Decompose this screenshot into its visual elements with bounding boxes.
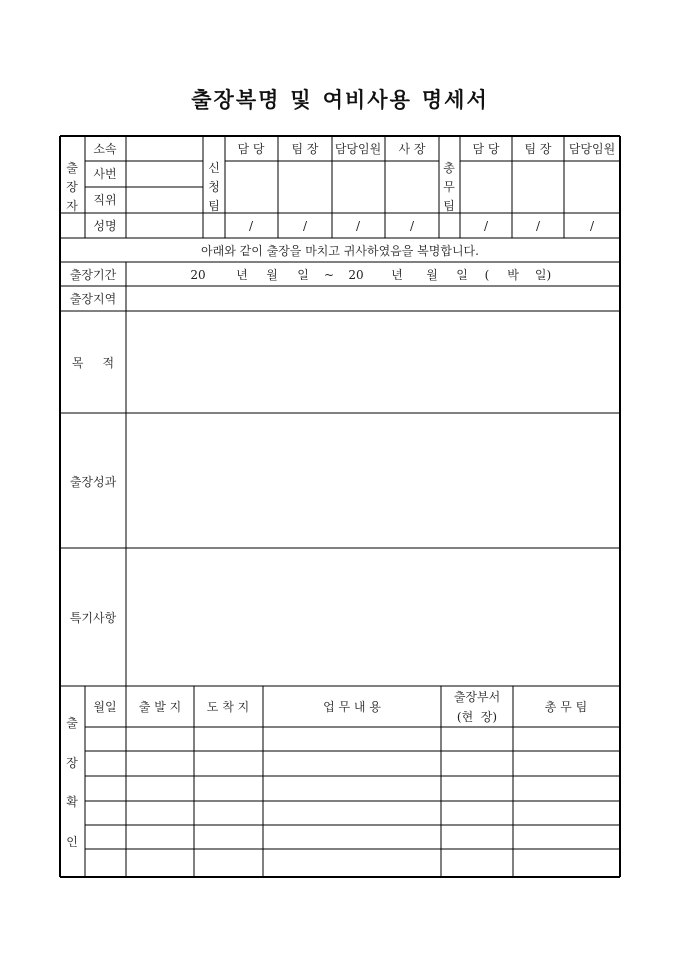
period-part: 일)	[534, 268, 552, 282]
approval-date-mark: /	[409, 219, 415, 233]
period-part: 20	[348, 268, 364, 282]
period-part: 년	[236, 268, 248, 282]
applicant-team-label: 신	[208, 161, 220, 175]
approval-role-header: 담 당	[472, 142, 500, 156]
traveler-group-label: 자	[66, 199, 78, 213]
title-part: 여비사용	[322, 87, 412, 112]
title-part: 및	[290, 87, 313, 112]
period-part: 월	[266, 268, 278, 282]
title-part: 출장복명	[191, 87, 281, 112]
approval-role-header: 팀 장	[524, 142, 552, 156]
confirmation-group-label: 장	[66, 756, 78, 770]
period-part: 20	[190, 268, 206, 282]
departure-column-header: 출 발 지	[138, 700, 182, 714]
period-part: (	[484, 268, 490, 282]
ga-team-column-header: 총 무 팀	[544, 700, 588, 714]
traveler-group-label: 장	[66, 180, 78, 194]
approval-role-header: 팀 장	[291, 142, 319, 156]
period-part: 일	[297, 268, 309, 282]
period-label: 출장기간	[69, 268, 117, 282]
arrival-column-header: 도 착 지	[206, 700, 250, 714]
affiliation-label: 소속	[93, 142, 117, 156]
general-affairs-team-label: 무	[443, 180, 455, 194]
period-part: 일	[456, 268, 468, 282]
period-part: 박	[507, 268, 519, 282]
confirmation-group-label: 출	[66, 716, 78, 730]
confirmation-group-label: 확	[66, 795, 78, 809]
name-label: 성명	[93, 219, 117, 233]
applicant-team-label: 팀	[208, 199, 220, 213]
approval-role-header: 담당임원	[568, 142, 616, 156]
period-part: 월	[426, 268, 438, 282]
applicant-team-label: 청	[208, 180, 220, 194]
work-column-header: 업 무 내 용	[323, 700, 381, 714]
traveler-group-label: 출	[66, 161, 78, 175]
employee-number-label: 사번	[93, 167, 117, 181]
approval-date-mark: /	[302, 219, 308, 233]
results-label: 출장성과	[69, 475, 117, 489]
dept-column-header: 출장부서	[453, 690, 501, 704]
position-label: 직위	[93, 193, 117, 207]
approval-role-header: 사 장	[398, 142, 426, 156]
approval-date-mark: /	[535, 219, 541, 233]
date-column-header: 월일	[93, 700, 117, 714]
general-affairs-team-label: 총	[443, 161, 455, 175]
approval-role-header: 담당임원	[334, 142, 382, 156]
region-label: 출장지역	[69, 292, 117, 306]
approval-date-mark: /	[248, 219, 254, 233]
period-part: 년	[391, 268, 403, 282]
remarks-label: 특기사항	[69, 611, 117, 625]
approval-role-header: 담 당	[237, 142, 265, 156]
purpose-label: 목 적	[71, 356, 115, 370]
approval-date-mark: /	[355, 219, 361, 233]
general-affairs-team-label: 팀	[443, 199, 455, 213]
approval-date-mark: /	[589, 219, 595, 233]
dept-column-header-sub: (현 장)	[456, 710, 498, 724]
period-part: ~	[323, 268, 335, 282]
title-part: 명세서	[421, 87, 489, 112]
confirmation-group-label: 인	[66, 835, 78, 849]
report-statement: 아래와 같이 출장을 마치고 귀사하였음을 복명합니다.	[201, 244, 479, 258]
approval-date-mark: /	[483, 219, 489, 233]
